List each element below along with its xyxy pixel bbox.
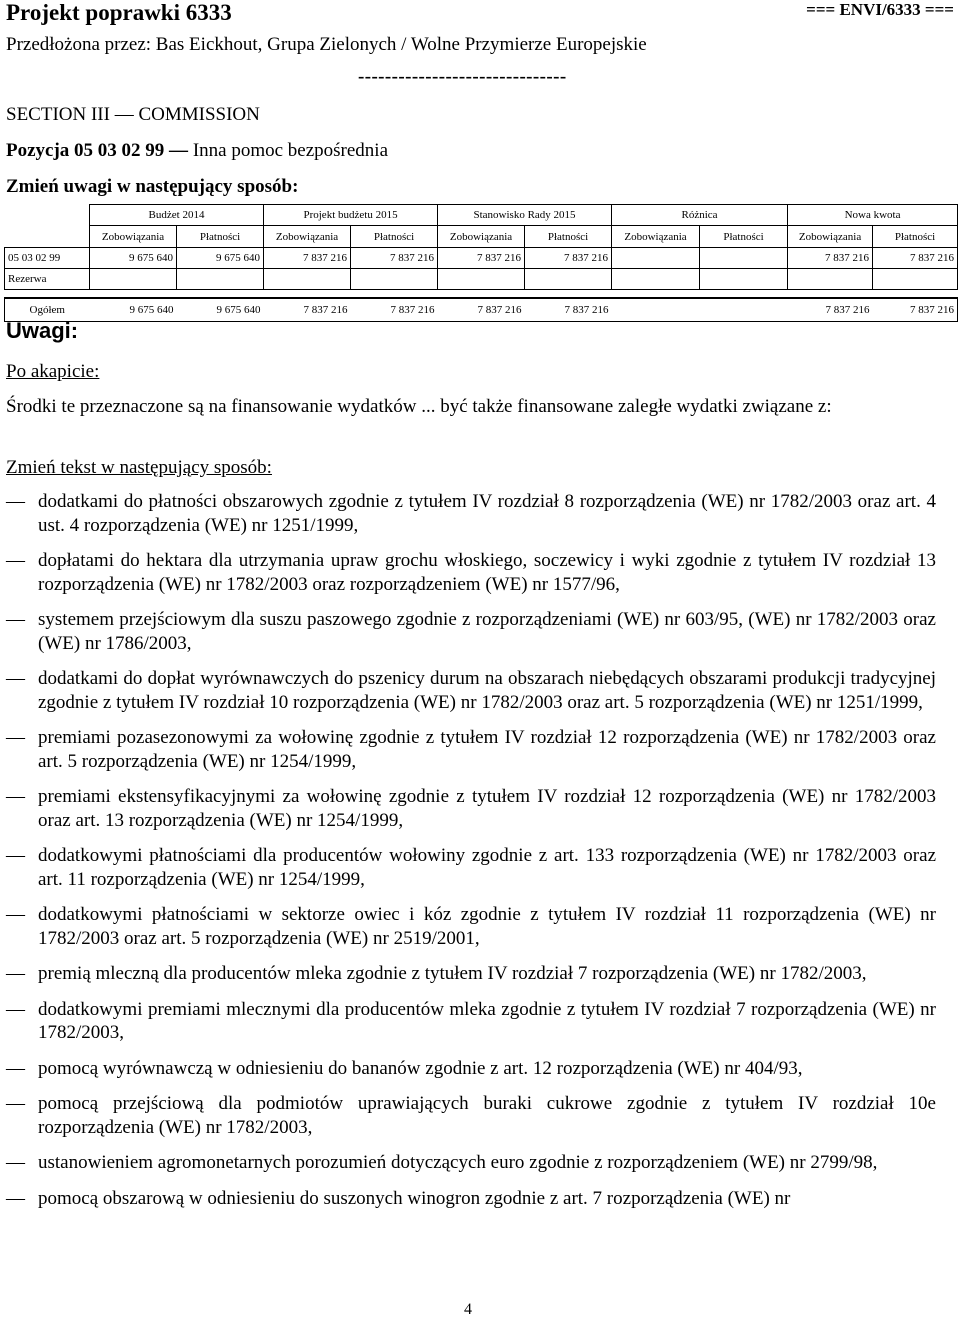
table-cell: [351, 269, 438, 290]
list-item-text: ustanowieniem agromonetarnych porozumień dotyczących euro zgodnie z rozporządzeniem (WE) nr 2799/98,: [38, 1152, 878, 1173]
dash-bullet: —: [6, 963, 25, 984]
list-item: [0, 1057, 936, 1081]
list-item-text: dodatkowymi płatnościami w sektorze owiec i kóz zgodnie z tytułem IV rozdział 11 rozporządzenia (WE) nr 1782/2003 oraz art. 5 rozporządzenia (WE) nr 2519/2001,: [38, 904, 936, 949]
list-item-text: dodatkami do dopłat wyrównawczych do pszenicy durum na obszarach niebędących obszarami produkcji tradycyjnej zgodnie z tytułem IV rozdział 10 rozporządzenia (WE) nr 1782/2003 oraz art. 5 rozporządzenia (WE) nr 1251/1999,: [38, 668, 936, 713]
dash-bullet: —: [6, 1152, 25, 1173]
table-cell: 9 675 640: [90, 248, 177, 269]
subheader: Płatności: [177, 226, 264, 248]
table-cell: [700, 298, 788, 322]
amendment-list: [0, 490, 960, 1222]
dash-bullet: —: [6, 668, 25, 689]
table-total-row: [5, 298, 958, 322]
table-cell: 9 675 640: [177, 248, 264, 269]
list-item-text: systemem przejściowym dla suszu paszowego zgodnie z rozporządzeniami (WE) nr 603/95, (WE) nr 1782/2003 oraz (WE) nr 1786/2003,: [38, 609, 936, 654]
list-item-text: pomocą przejściową dla podmiotów uprawiających buraki cukrowe zgodnie z tytułem IV rozdział 10e rozporządzenia (WE) nr 1782/2003,: [38, 1093, 936, 1138]
list-item: [0, 490, 936, 537]
table-cell: 7 837 216: [438, 298, 525, 322]
list-item: [0, 667, 936, 714]
table-subheader-row: [5, 226, 958, 248]
table-cell: 7 837 216: [351, 248, 438, 269]
page-number: 4: [464, 1301, 472, 1317]
section-heading: SECTION III — COMMISSION: [6, 104, 260, 125]
table-row: [5, 248, 958, 269]
dash-bullet: —: [6, 1187, 25, 1209]
table-row: [5, 269, 958, 290]
table-cell: 7 837 216: [264, 298, 351, 322]
budget-table: [4, 204, 958, 322]
group-header: Nowa kwota: [788, 205, 958, 226]
table-cell: 7 837 216: [788, 298, 873, 322]
row-label: Rezerwa: [5, 269, 90, 290]
list-item-text: dodatkami do płatności obszarowych zgodnie z tytułem IV rozdział 8 rozporządzenia (WE) nr 1782/2003 oraz art. 4 ust. 4 rozporządzenia (WE) nr 1251/1999,: [38, 491, 936, 536]
list-item-text: pomocą wyrównawczą w odniesieniu do bananów zgodnie z art. 12 rozporządzenia (WE) nr 404/93,: [38, 1057, 803, 1079]
total-label: Ogółem: [5, 298, 90, 322]
table-cell: 7 837 216: [873, 298, 958, 322]
list-item: [0, 726, 936, 773]
list-item: [0, 1187, 936, 1211]
list-item: [0, 998, 936, 1045]
table-cell: [700, 269, 788, 290]
position-label: Pozycja 05 03 02 99 —: [6, 140, 189, 161]
table-group-header-row: [5, 205, 958, 226]
table-cell: 7 837 216: [788, 248, 873, 269]
document-reference: === ENVI/6333 ===: [806, 0, 954, 19]
dash-bullet: —: [6, 609, 25, 630]
list-item: [0, 844, 936, 891]
notes-heading: Uwagi:: [6, 318, 79, 343]
table-cell: 7 837 216: [264, 248, 351, 269]
subheader: Płatności: [525, 226, 612, 248]
table-cell: [873, 269, 958, 290]
list-item: [0, 1092, 936, 1139]
table-cell: [612, 269, 700, 290]
subheader: Płatności: [351, 226, 438, 248]
table-cell: [90, 269, 177, 290]
table-cell: [788, 269, 873, 290]
list-item: [0, 903, 936, 950]
group-header: Różnica: [612, 205, 788, 226]
subheader: Płatności: [873, 226, 958, 248]
table-cell: [264, 269, 351, 290]
position-name: Inna pomoc bezpośrednia: [192, 140, 389, 161]
table-cell: [525, 269, 612, 290]
dash-bullet: —: [6, 1093, 25, 1114]
dash-bullet: —: [6, 786, 25, 807]
budget-position: [6, 140, 388, 162]
list-item: [0, 549, 936, 596]
table-cell: 7 837 216: [525, 298, 612, 322]
table-cell: [438, 269, 525, 290]
intro-paragraph: Środki te przeznaczone są na finansowanie wydatków ... być także finansowane zaległe wydatki związane z:: [6, 396, 832, 417]
group-header: Budżet 2014: [90, 205, 264, 226]
dash-bullet: —: [6, 1057, 25, 1079]
subheader: Płatności: [700, 226, 788, 248]
list-item: [0, 785, 936, 832]
subheader: Zobowiązania: [90, 226, 177, 248]
dash-bullet: —: [6, 727, 25, 748]
table-cell: [700, 248, 788, 269]
table-cell: 7 837 216: [438, 248, 525, 269]
list-item-text: dodatkowymi płatnościami dla producentów wołowiny zgodnie z art. 133 rozporządzenia (WE) nr 1782/2003 oraz art. 11 rozporządzenia (WE) nr 1254/1999,: [38, 845, 936, 890]
row-label: 05 03 02 99: [5, 248, 90, 269]
group-header: Projekt budżetu 2015: [264, 205, 438, 226]
group-header: Stanowisko Rady 2015: [438, 205, 612, 226]
table-cell: [612, 248, 700, 269]
dash-bullet: —: [6, 491, 25, 512]
list-item-text: dopłatami do hektara dla utrzymania upraw grochu włoskiego, soczewicy i wyki zgodnie z tytułem IV rozdział 13 rozporządzenia (WE) nr 1782/2003 oraz rozporządzeniem (WE) nr 1577/96,: [38, 550, 936, 595]
table-cell: [612, 298, 700, 322]
list-item: [0, 962, 936, 986]
list-item: [0, 608, 936, 655]
dash-bullet: —: [6, 845, 25, 866]
table-cell: 9 675 640: [90, 298, 177, 322]
list-item-text: premią mleczną dla producentów mleka zgodnie z tytułem IV rozdział 7 rozporządzenia (WE) nr 1782/2003,: [38, 963, 867, 984]
amend-heading: Zmień uwagi w następujący sposób:: [6, 176, 299, 197]
table-cell: 7 837 216: [525, 248, 612, 269]
list-item-text: premiami ekstensyfikacyjnymi za wołowinę zgodnie z tytułem IV rozdział 12 rozporządzenia (WE) nr 1782/2003 oraz art. 13 rozporządzenia (WE) nr 1254/1999,: [38, 786, 936, 831]
submitted-by: Przedłożona przez: Bas Eickhout, Grupa Zielonych / Wolne Przymierze Europejskie: [6, 34, 647, 55]
list-item: [0, 1151, 936, 1175]
list-item-text: premiami pozasezonowymi za wołowinę zgodnie z tytułem IV rozdział 12 rozporządzenia (WE) nr 1782/2003 oraz art. 5 rozporządzenia (WE) nr 1254/1999,: [38, 727, 936, 772]
dash-bullet: —: [6, 998, 25, 1020]
dash-bullet: —: [6, 550, 25, 571]
subheader: Zobowiązania: [612, 226, 700, 248]
list-item-text: pomocą obszarową w odniesieniu do suszonych winogron zgodnie z art. 7 rozporządzenia (WE) nr: [38, 1187, 791, 1209]
separator-line: -------------------------------: [358, 66, 567, 87]
table-cell: 7 837 216: [873, 248, 958, 269]
list-item-text: dodatkowymi premiami mlecznymi dla producentów mleka zgodnie z tytułem IV rozdział 7 rozporządzenia (WE) nr 1782/2003,: [38, 998, 936, 1043]
subheader: Zobowiązania: [438, 226, 525, 248]
subheader: Zobowiązania: [788, 226, 873, 248]
document-title: Projekt poprawki 6333: [6, 0, 232, 25]
change-text-label: Zmień tekst w następujący sposób:: [6, 457, 272, 478]
subheader: Zobowiązania: [264, 226, 351, 248]
after-paragraph-label: Po akapicie:: [6, 361, 100, 382]
table-cell: 9 675 640: [177, 298, 264, 322]
dash-bullet: —: [6, 904, 25, 925]
table-cell: 7 837 216: [351, 298, 438, 322]
table-cell: [177, 269, 264, 290]
